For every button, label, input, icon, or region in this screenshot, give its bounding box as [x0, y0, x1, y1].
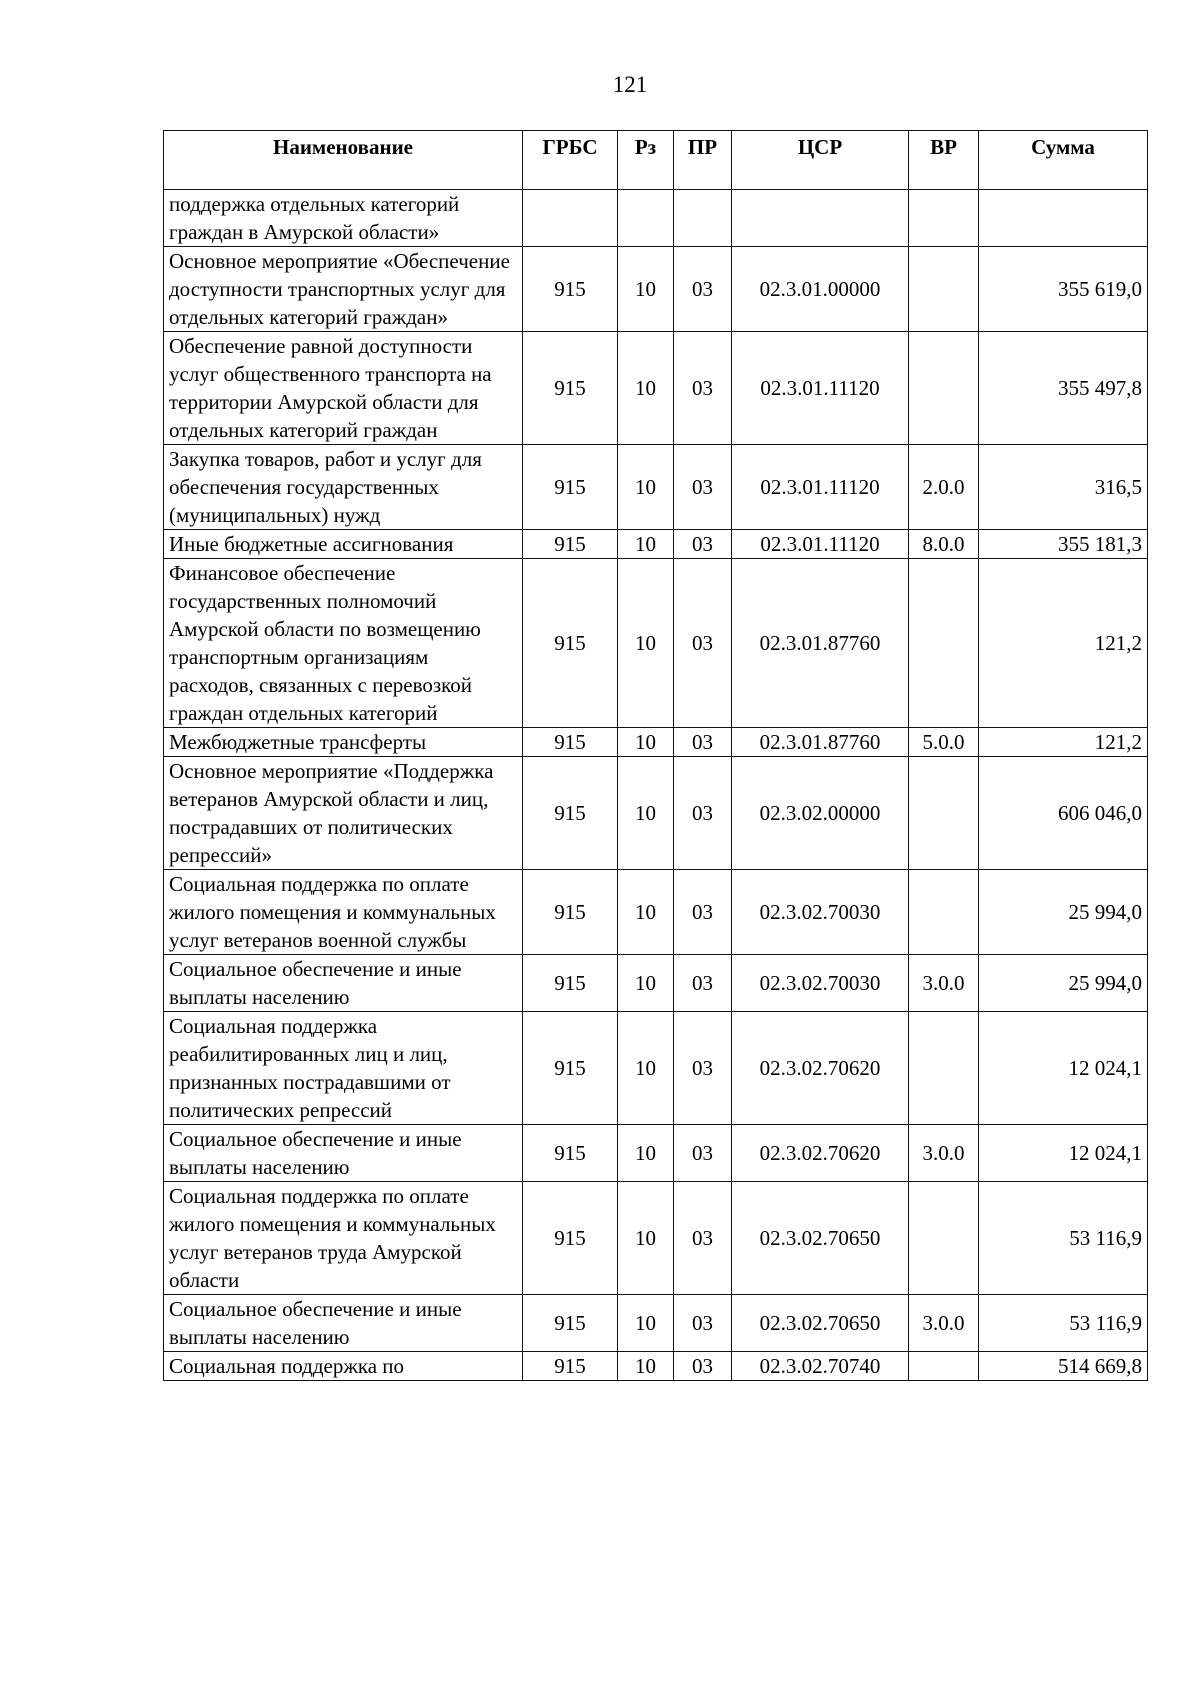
row-rz-cell: 10 — [618, 1125, 674, 1182]
row-grbs-cell: 915 — [523, 1012, 618, 1125]
row-grbs-cell: 915 — [523, 1295, 618, 1352]
row-vr-cell — [909, 757, 979, 870]
row-rz-cell: 10 — [618, 530, 674, 559]
budget-table — [163, 130, 1148, 1381]
row-name-cell: Социальная поддержка реабилитированных лиц и лиц, признанных пострадавшими от политических репрессий — [164, 1012, 523, 1125]
row-pr-cell — [674, 190, 732, 247]
row-pr-cell: 03 — [674, 1352, 732, 1381]
table-row — [164, 1125, 1148, 1182]
header-name: Наименование — [164, 131, 523, 190]
row-pr-cell: 03 — [674, 1012, 732, 1125]
table-row — [164, 1352, 1148, 1381]
row-vr-cell: 3.0.0 — [909, 1295, 979, 1352]
row-pr-cell: 03 — [674, 332, 732, 445]
row-rz-cell: 10 — [618, 870, 674, 955]
table-row — [164, 247, 1148, 332]
row-name-cell: Социальная поддержка по — [164, 1352, 523, 1381]
row-rz-cell: 10 — [618, 445, 674, 530]
row-vr-cell: 3.0.0 — [909, 1125, 979, 1182]
row-rz-cell: 10 — [618, 247, 674, 332]
row-rz-cell: 10 — [618, 728, 674, 757]
row-pr-cell: 03 — [674, 1295, 732, 1352]
row-grbs-cell: 915 — [523, 445, 618, 530]
row-grbs-cell: 915 — [523, 247, 618, 332]
row-grbs-cell: 915 — [523, 530, 618, 559]
table-row — [164, 757, 1148, 870]
row-vr-cell — [909, 1352, 979, 1381]
row-sum-cell: 12 024,1 — [979, 1125, 1148, 1182]
table-row — [164, 728, 1148, 757]
header-grbs: ГРБС — [523, 131, 618, 190]
row-rz-cell: 10 — [618, 1295, 674, 1352]
row-pr-cell: 03 — [674, 247, 732, 332]
row-csr-cell: 02.3.02.70030 — [732, 870, 909, 955]
row-sum-cell: 53 116,9 — [979, 1182, 1148, 1295]
row-vr-cell: 2.0.0 — [909, 445, 979, 530]
row-vr-cell — [909, 559, 979, 728]
row-pr-cell: 03 — [674, 530, 732, 559]
header-csr: ЦСР — [732, 131, 909, 190]
row-pr-cell: 03 — [674, 559, 732, 728]
row-vr-cell: 5.0.0 — [909, 728, 979, 757]
row-sum-cell: 316,5 — [979, 445, 1148, 530]
row-rz-cell: 10 — [618, 332, 674, 445]
row-csr-cell: 02.3.01.11120 — [732, 530, 909, 559]
header-sum: Сумма — [979, 131, 1148, 190]
table-row — [164, 332, 1148, 445]
row-grbs-cell — [523, 190, 618, 247]
row-csr-cell: 02.3.01.11120 — [732, 332, 909, 445]
row-rz-cell: 10 — [618, 757, 674, 870]
row-vr-cell — [909, 1182, 979, 1295]
row-csr-cell: 02.3.02.70620 — [732, 1012, 909, 1125]
header-pr: ПР — [674, 131, 732, 190]
row-rz-cell: 10 — [618, 559, 674, 728]
row-name-cell: Финансовое обеспечение государственных полномочий Амурской области по возмещению транспортным организациям расходов, связанных с перевозкой граждан отдельных категорий — [164, 559, 523, 728]
row-sum-cell: 355 181,3 — [979, 530, 1148, 559]
row-csr-cell: 02.3.02.70650 — [732, 1182, 909, 1295]
row-csr-cell: 02.3.02.70740 — [732, 1352, 909, 1381]
row-rz-cell — [618, 190, 674, 247]
row-grbs-cell: 915 — [523, 332, 618, 445]
row-vr-cell — [909, 247, 979, 332]
row-vr-cell: 8.0.0 — [909, 530, 979, 559]
row-grbs-cell: 915 — [523, 955, 618, 1012]
table-row — [164, 190, 1148, 247]
row-name-cell: Обеспечение равной доступности услуг общественного транспорта на территории Амурской области для отдельных категорий граждан — [164, 332, 523, 445]
row-sum-cell: 12 024,1 — [979, 1012, 1148, 1125]
row-csr-cell — [732, 190, 909, 247]
row-sum-cell: 53 116,9 — [979, 1295, 1148, 1352]
row-rz-cell: 10 — [618, 955, 674, 1012]
row-vr-cell — [909, 1012, 979, 1125]
row-csr-cell: 02.3.02.70030 — [732, 955, 909, 1012]
row-csr-cell: 02.3.01.00000 — [732, 247, 909, 332]
row-sum-cell: 514 669,8 — [979, 1352, 1148, 1381]
row-vr-cell — [909, 870, 979, 955]
row-grbs-cell: 915 — [523, 559, 618, 728]
table-row — [164, 530, 1148, 559]
table-row — [164, 1012, 1148, 1125]
row-name-cell: поддержка отдельных категорий граждан в Амурской области» — [164, 190, 523, 247]
row-vr-cell: 3.0.0 — [909, 955, 979, 1012]
row-grbs-cell: 915 — [523, 1352, 618, 1381]
row-name-cell: Социальное обеспечение и иные выплаты населению — [164, 1125, 523, 1182]
header-vr: ВР — [909, 131, 979, 190]
row-vr-cell — [909, 332, 979, 445]
row-csr-cell: 02.3.01.87760 — [732, 728, 909, 757]
row-vr-cell — [909, 190, 979, 247]
row-sum-cell: 355 619,0 — [979, 247, 1148, 332]
row-pr-cell: 03 — [674, 870, 732, 955]
header-rz: Рз — [618, 131, 674, 190]
row-csr-cell: 02.3.01.87760 — [732, 559, 909, 728]
row-sum-cell: 121,2 — [979, 559, 1148, 728]
row-csr-cell: 02.3.01.11120 — [732, 445, 909, 530]
row-grbs-cell: 915 — [523, 757, 618, 870]
row-sum-cell: 25 994,0 — [979, 955, 1148, 1012]
row-grbs-cell: 915 — [523, 1182, 618, 1295]
table-row — [164, 445, 1148, 530]
table-row — [164, 1182, 1148, 1295]
row-pr-cell: 03 — [674, 1125, 732, 1182]
row-name-cell: Социальное обеспечение и иные выплаты населению — [164, 955, 523, 1012]
row-csr-cell: 02.3.02.00000 — [732, 757, 909, 870]
page-number: 121 — [612, 72, 648, 97]
row-rz-cell: 10 — [618, 1352, 674, 1381]
row-name-cell: Иные бюджетные ассигнования — [164, 530, 523, 559]
row-rz-cell: 10 — [618, 1012, 674, 1125]
row-pr-cell: 03 — [674, 1182, 732, 1295]
table-row — [164, 870, 1148, 955]
table-row — [164, 559, 1148, 728]
row-rz-cell: 10 — [618, 1182, 674, 1295]
row-pr-cell: 03 — [674, 728, 732, 757]
row-sum-cell: 25 994,0 — [979, 870, 1148, 955]
row-grbs-cell: 915 — [523, 1125, 618, 1182]
row-name-cell: Закупка товаров, работ и услуг для обеспечения государственных (муниципальных) нужд — [164, 445, 523, 530]
row-name-cell: Основное мероприятие «Обеспечение доступности транспортных услуг для отдельных категорий граждан» — [164, 247, 523, 332]
row-sum-cell: 121,2 — [979, 728, 1148, 757]
row-name-cell: Социальная поддержка по оплате жилого помещения и коммунальных услуг ветеранов труда Амурской области — [164, 1182, 523, 1295]
row-name-cell: Социальная поддержка по оплате жилого помещения и коммунальных услуг ветеранов военной службы — [164, 870, 523, 955]
row-sum-cell: 355 497,8 — [979, 332, 1148, 445]
row-grbs-cell: 915 — [523, 870, 618, 955]
row-name-cell: Основное мероприятие «Поддержка ветеранов Амурской области и лиц, пострадавших от политических репрессий» — [164, 757, 523, 870]
table-row — [164, 1295, 1148, 1352]
row-csr-cell: 02.3.02.70650 — [732, 1295, 909, 1352]
table-header-row — [164, 131, 1148, 190]
row-csr-cell: 02.3.02.70620 — [732, 1125, 909, 1182]
row-pr-cell: 03 — [674, 445, 732, 530]
row-pr-cell: 03 — [674, 955, 732, 1012]
row-sum-cell — [979, 190, 1148, 247]
row-grbs-cell: 915 — [523, 728, 618, 757]
row-pr-cell: 03 — [674, 757, 732, 870]
row-name-cell: Межбюджетные трансферты — [164, 728, 523, 757]
row-sum-cell: 606 046,0 — [979, 757, 1148, 870]
row-name-cell: Социальное обеспечение и иные выплаты населению — [164, 1295, 523, 1352]
table-row — [164, 955, 1148, 1012]
